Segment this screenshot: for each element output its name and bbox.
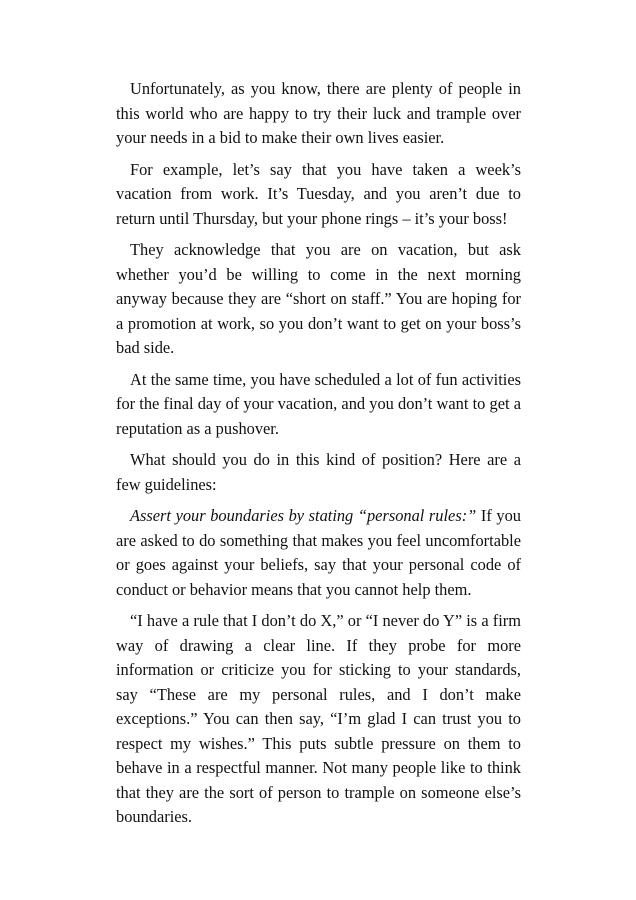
paragraph-3 xyxy=(116,238,521,361)
paragraph-5 xyxy=(116,448,521,497)
paragraph-4 xyxy=(116,368,521,442)
paragraph-text: Unfortunately, as you know, there are plenty of people in this world who are happy to try their luck and trample over your needs in a bid to make their own lives easier. xyxy=(116,79,521,147)
paragraph-text: What should you do in this kind of position? Here are a few guidelines: xyxy=(116,450,521,494)
paragraph-text: For example, let’s say that you have taken a week’s vacation from work. It’s Tuesday, and you aren’t due to return until Thursday, but your phone rings – it’s your boss! xyxy=(116,159,521,228)
paragraph-text: At the same time, you have scheduled a lot of fun activities for the final day of your vacation, and you don’t want to get a reputation as a pushover. xyxy=(116,369,521,438)
paragraph-2 xyxy=(116,158,521,232)
paragraph-7 xyxy=(116,609,521,830)
paragraph-6 xyxy=(116,504,521,602)
paragraph-text: “I have a rule that I don’t do X,” or “I never do Y” is a firm way of drawing a clear line. If they probe for more information or criticize you for sticking to your standards, say “These are my personal rules, and I don’t make exceptions.” You can then say, “I’m glad I can trust you to respect my wishes.” This puts subtle pressure on them to behave in a respectful manner. Not many people like to think that they are the sort of person to trample on someone else’s boundaries. xyxy=(116,611,521,826)
paragraph-text: They acknowledge that you are on vacation, but ask whether you’d be willing to come in the next morning anyway because they are “short on staff.” You are hoping for a promotion at work, so you don’t want to get on your boss’s bad side. xyxy=(116,240,521,357)
paragraph-1 xyxy=(116,77,521,151)
document-page xyxy=(116,77,521,837)
paragraph-italic-lead: Assert your boundaries by stating “personal rules:” xyxy=(130,506,477,525)
paragraph-text: If you are asked to do something that makes you feel uncomfortable or goes against your beliefs, say that your personal code of conduct or behavior means that you cannot help them. xyxy=(116,506,521,599)
